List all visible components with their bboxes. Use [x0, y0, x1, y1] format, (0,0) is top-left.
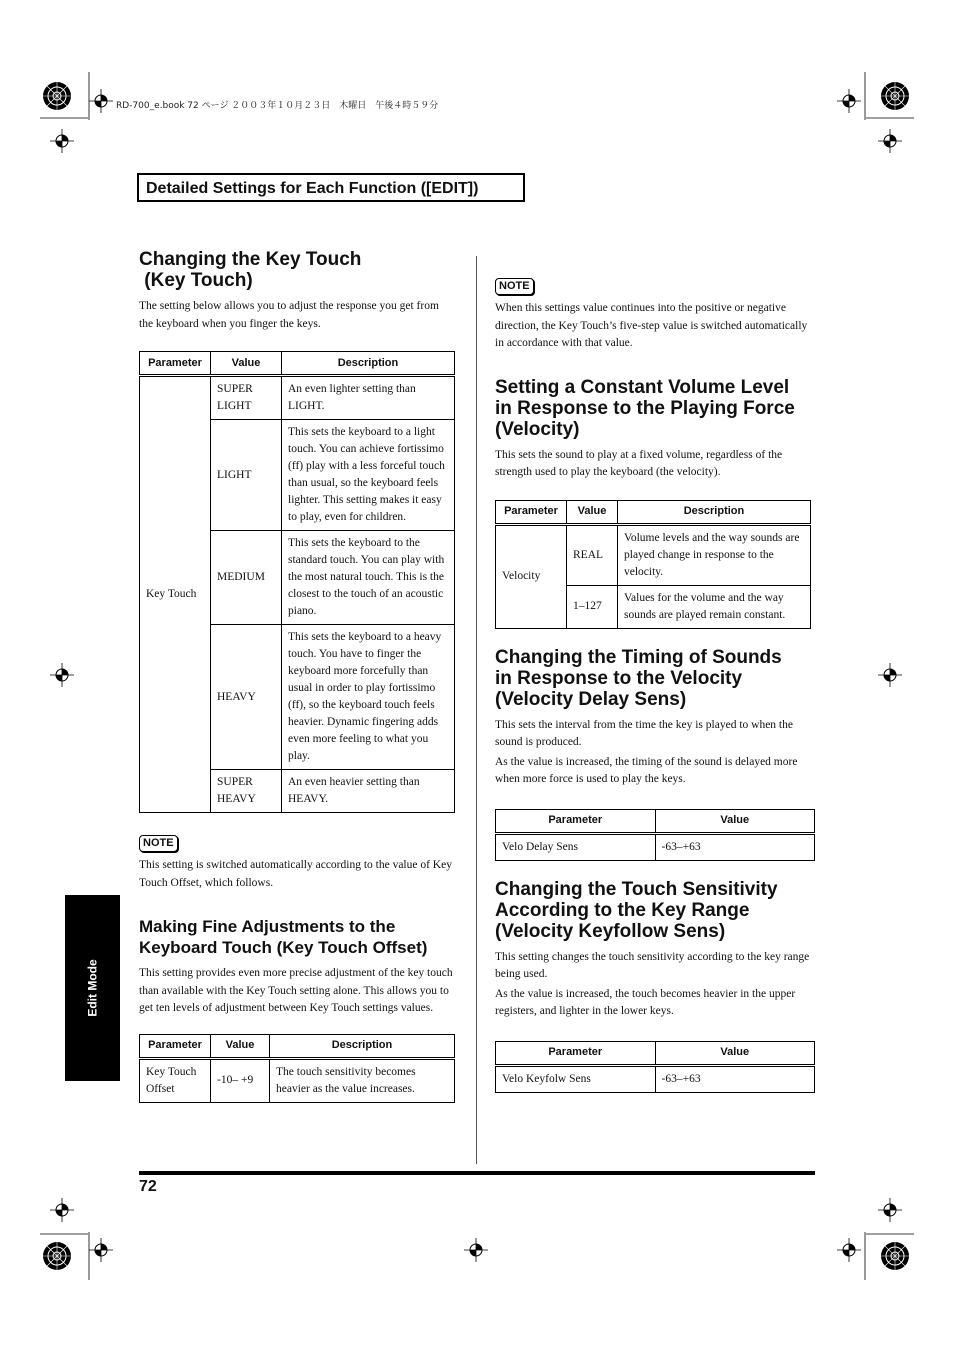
value-cell: MEDIUM — [211, 531, 282, 625]
description-cell: This sets the keyboard to a light touch. You can achieve fortissimo (ff) play with a less forceful touch than usual, so the keyboard feels lighter. This setting makes it easy to play, even for children. — [282, 420, 455, 531]
description-cell: Volume levels and the way sounds are played change in response to the velocity. — [618, 524, 811, 585]
table-header: Parameter — [496, 809, 656, 833]
keyfollow-para2: As the value is increased, the touch becomes heavier in the upper registers, and lighter in the lower keys. — [495, 987, 796, 1017]
key-touch-intro: The setting below allows you to adjust the response you get from the keyboard when you finger the keys. — [139, 300, 439, 330]
parameter-cell: Velocity — [496, 524, 567, 628]
table-row — [496, 524, 811, 585]
key-touch-offset-intro: This setting provides even more precise adjustment of the key touch than available with the Key Touch setting alone. This allows you to get ten levels of adjustment between Key Touch settings values. — [139, 967, 453, 1014]
table-header: Parameter — [496, 1041, 656, 1065]
table-row — [140, 376, 455, 420]
value-cell: -63–+63 — [655, 1065, 815, 1092]
value-cell: SUPER LIGHT — [211, 376, 282, 420]
left-column — [139, 249, 455, 1103]
key-touch-offset-table — [139, 1034, 455, 1103]
value-cell: REAL — [567, 524, 618, 585]
table-header: Description — [282, 352, 455, 376]
keyfollow-heading: Changing the Touch Sensitivity According to the Key Range (Velocity Keyfollow Sens) — [495, 878, 778, 942]
table-header: Value — [567, 500, 618, 524]
table-header: Value — [211, 1034, 270, 1058]
side-tab-label: Edit Mode — [85, 959, 100, 1017]
column-divider — [476, 256, 477, 1164]
description-cell: An even heavier setting than HEAVY. — [282, 770, 455, 813]
table-row — [496, 833, 815, 860]
description-cell: An even lighter setting than LIGHT. — [282, 376, 455, 420]
description-cell: This sets the keyboard to the standard touch. You can play with the most natural touch. This is the closest to the touch of an acoustic piano. — [282, 531, 455, 625]
value-cell: HEAVY — [211, 625, 282, 770]
note-badge: NOTE — [139, 835, 178, 852]
keyfollow-para1: This setting changes the touch sensitivity according to the key range being used. — [495, 950, 810, 980]
value-cell: 1–127 — [567, 585, 618, 628]
page-number: 72 — [139, 1178, 157, 1195]
table-header: Value — [211, 352, 282, 376]
side-tab — [65, 895, 120, 1081]
description-cell: This sets the keyboard to a heavy touch. You have to finger the keyboard more forcefully than usual in order to play fortissimo (ff), so the keyboard touch feels heavier. Dynamic fingering adds even more feeling to what you play. — [282, 625, 455, 770]
table-header: Description — [618, 500, 811, 524]
velocity-delay-table — [495, 809, 815, 861]
table-row — [496, 1065, 815, 1092]
table-header: Value — [655, 809, 815, 833]
value-cell: SUPER HEAVY — [211, 770, 282, 813]
right-column — [495, 276, 813, 1093]
parameter-cell: Key Touch — [140, 376, 211, 813]
velocity-heading: Setting a Constant Volume Level in Response to the Playing Force (Velocity) — [495, 376, 795, 440]
file-header: RD-700_e.book 72 ページ ２００３年１０月２３日 木曜日 午後４時５９分 — [116, 101, 439, 111]
velocity-delay-para1: This sets the interval from the time the key is played to when the sound is produced. — [495, 718, 793, 748]
velocity-intro: This sets the sound to play at a fixed volume, regardless of the strength used to play the keyboard (the velocity). — [495, 448, 783, 478]
value-cell: -10– +9 — [211, 1058, 270, 1102]
section-title: Detailed Settings for Each Function ([EDIT]) — [137, 173, 525, 202]
description-cell: Values for the volume and the way sounds are played remain constant. — [618, 585, 811, 628]
key-touch-offset-heading: Making Fine Adjustments to the Keyboard Touch (Key Touch Offset) — [139, 917, 428, 957]
value-cell: LIGHT — [211, 420, 282, 531]
description-cell: The touch sensitivity becomes heavier as the value increases. — [270, 1058, 455, 1102]
parameter-cell: Velo Keyfolw Sens — [496, 1065, 656, 1092]
key-touch-note: This setting is switched automatically according to the value of Key Touch Offset, which follows. — [139, 859, 452, 889]
table-header: Parameter — [140, 352, 211, 376]
footer-rule — [139, 1171, 815, 1175]
table-row — [140, 1058, 455, 1102]
velocity-delay-para2: As the value is increased, the timing of the sound is delayed more when more force is used to play the keys. — [495, 755, 798, 785]
velocity-table — [495, 500, 811, 629]
keyfollow-table — [495, 1041, 815, 1093]
table-header: Value — [655, 1041, 815, 1065]
note-badge: NOTE — [495, 278, 534, 295]
key-touch-table — [139, 351, 455, 813]
table-header: Parameter — [140, 1034, 211, 1058]
key-touch-heading: Changing the Key Touch (Key Touch) — [139, 249, 362, 291]
parameter-cell: Velo Delay Sens — [496, 833, 656, 860]
right-note: When this settings value continues into the positive or negative direction, the Key Touch’s five-step value is switched automatically in accordance with that value. — [495, 302, 808, 349]
table-header: Parameter — [496, 500, 567, 524]
velocity-delay-heading: Changing the Timing of Sounds in Response to the Velocity (Velocity Delay Sens) — [495, 646, 782, 710]
table-header: Description — [270, 1034, 455, 1058]
value-cell: -63–+63 — [655, 833, 815, 860]
parameter-cell: Key Touch Offset — [140, 1058, 211, 1102]
